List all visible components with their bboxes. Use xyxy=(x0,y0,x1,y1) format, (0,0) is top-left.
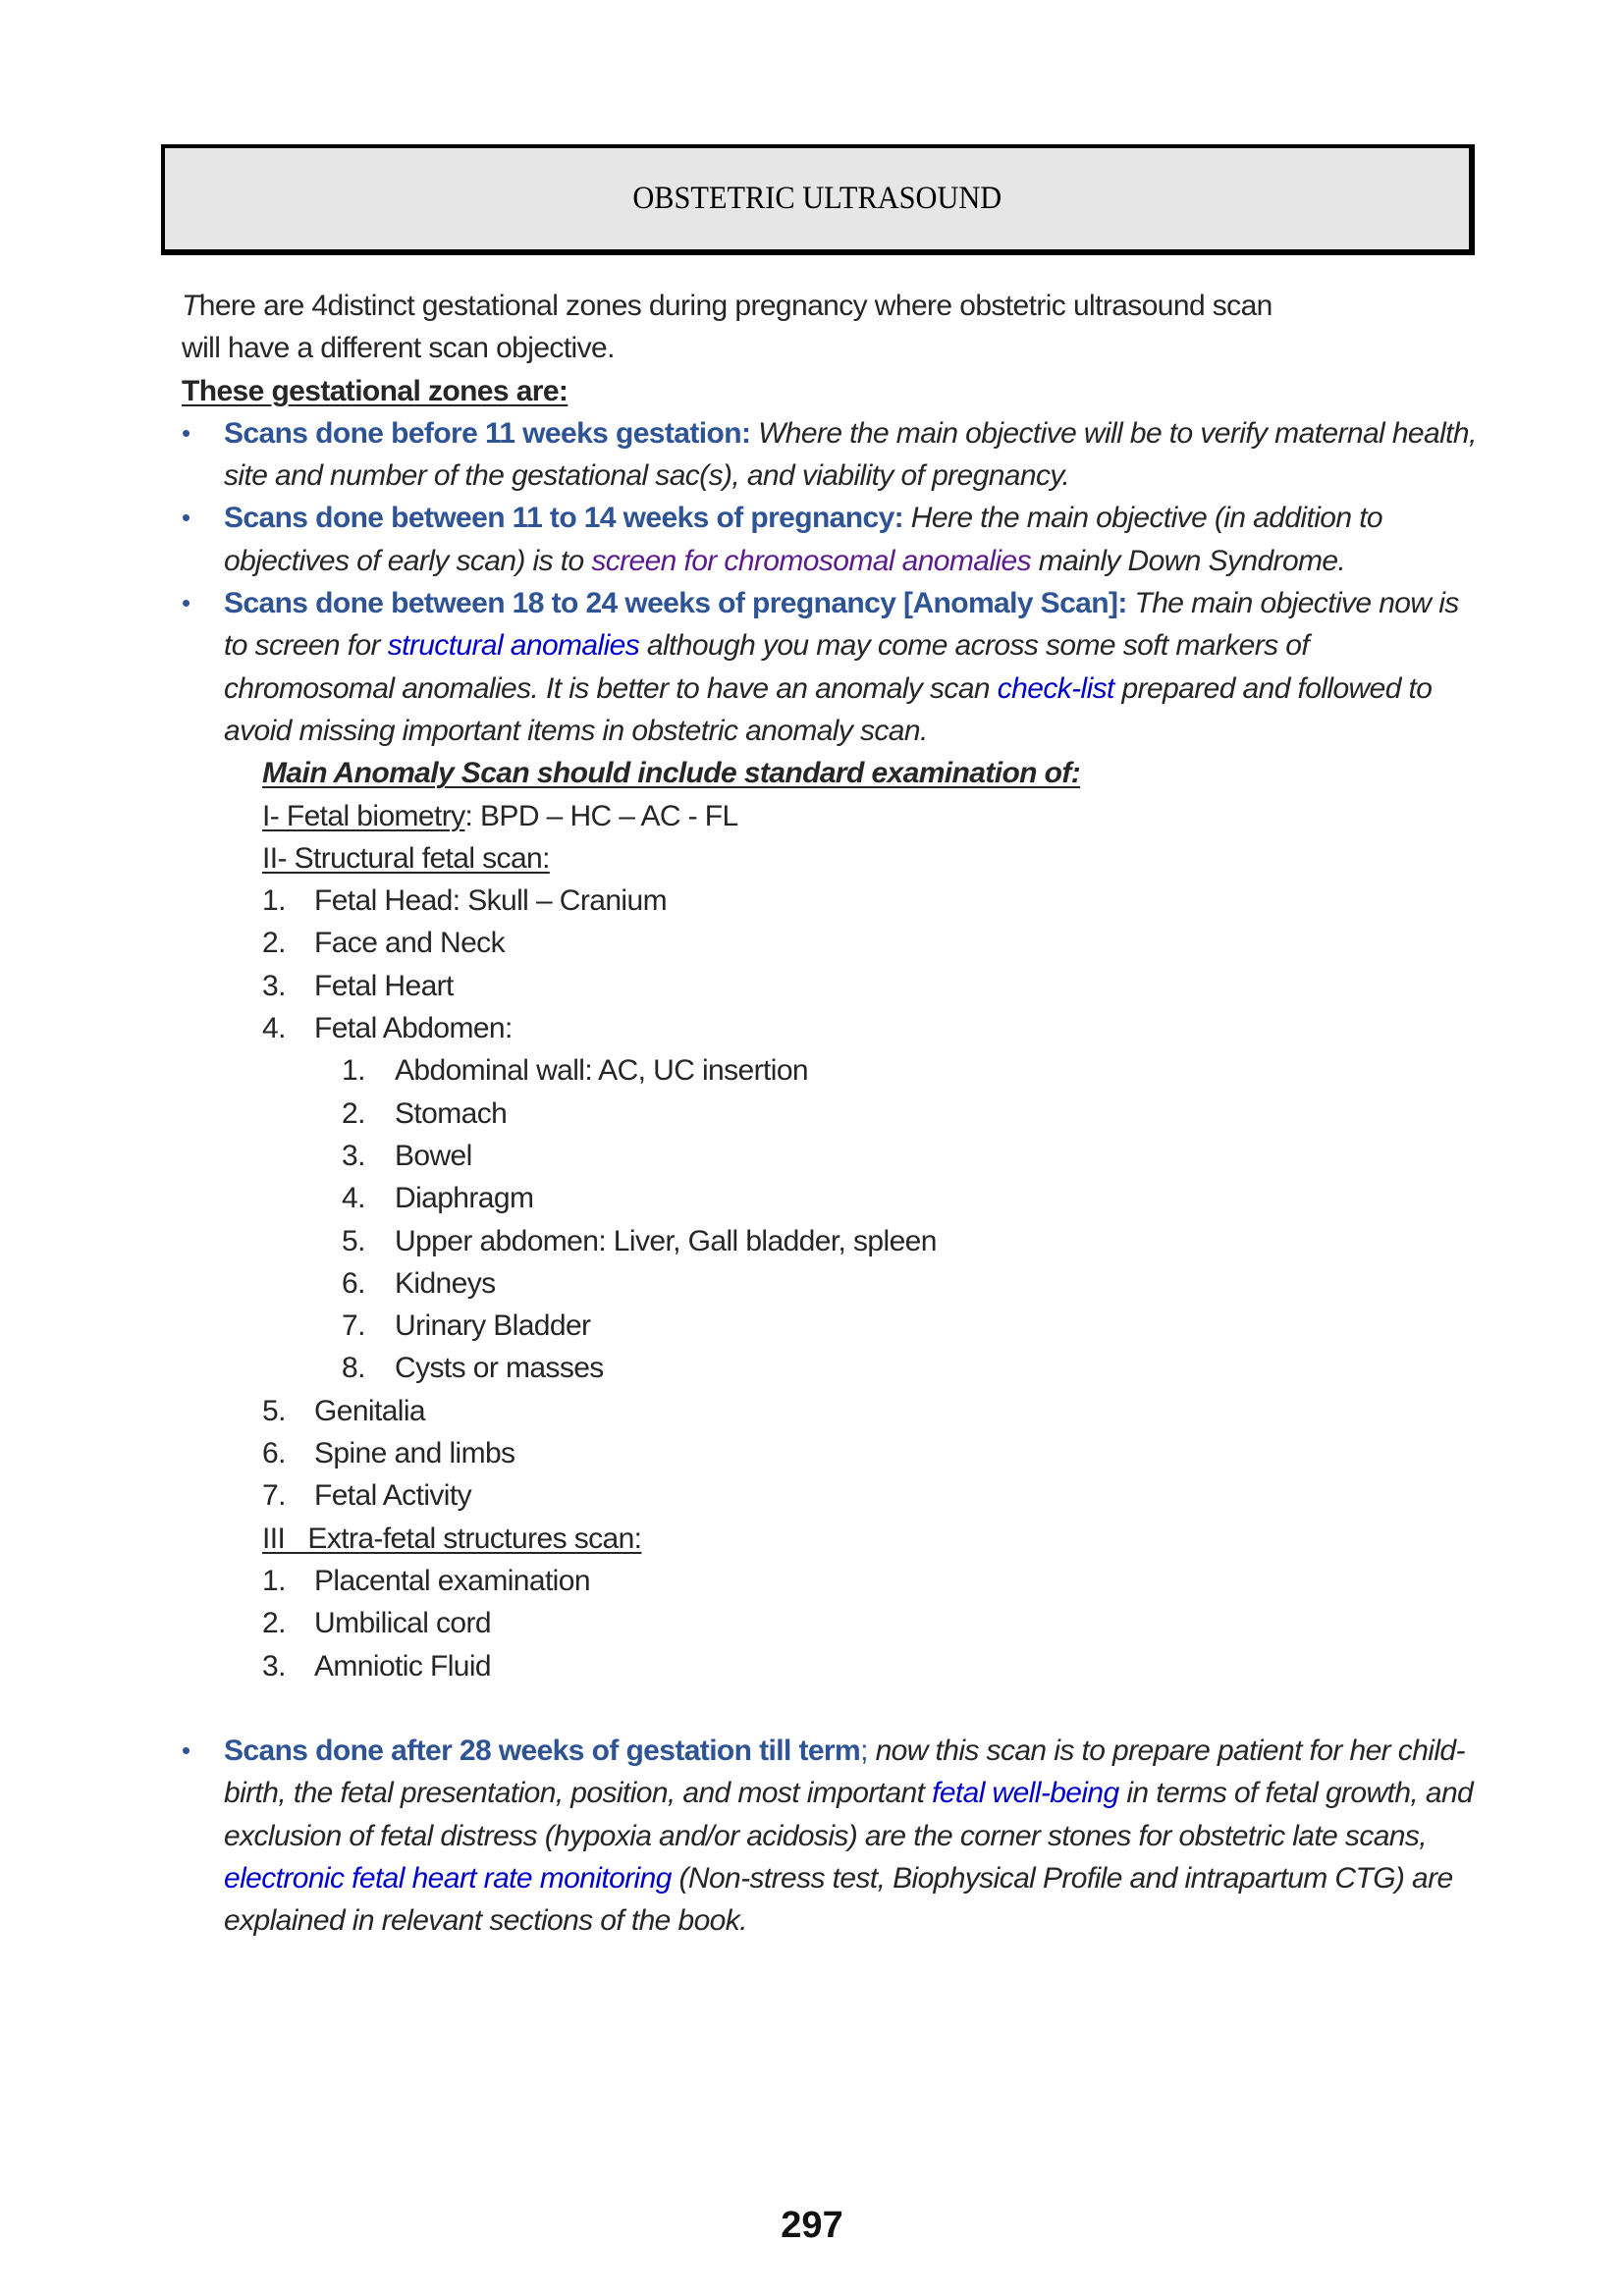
list-item: 1. Placental examination xyxy=(262,1564,590,1597)
chromosomal-anomalies-link[interactable]: screen for chromosomal anomalies xyxy=(591,544,1031,577)
list-item: 3. Amniotic Fluid xyxy=(262,1649,491,1682)
zone-body-end: mainly Down Syndrome. xyxy=(1030,544,1346,577)
sub-list-item: 2. Stomach xyxy=(342,1096,508,1130)
zone-item-before-11-weeks xyxy=(182,412,1478,498)
sub-list-item: 7. Urinary Bladder xyxy=(342,1309,591,1343)
fetal-biometry-section xyxy=(182,795,1478,837)
fetal-biometry-value: : BPD – HC – AC - FL xyxy=(464,799,738,832)
zone-body-end: (Non-stress test, Biophysical Profile and intrapartum CTG) are explained in relevant sections of the book. xyxy=(224,1861,1453,1938)
zone-body-mid: in terms of fetal growth, and exclusion of fetal distress (hypoxia and/or acidosis) are the corner stones for obstetric late scans, xyxy=(224,1777,1474,1852)
sub-list-item: 1. Abdominal wall: AC, UC insertion xyxy=(342,1054,808,1088)
zone-body-end: prepared and followed to avoid missing important items in obstetric anomaly scan. xyxy=(224,671,1433,747)
zone-body: Here the main objective (in addition to objectives of early scan) is to xyxy=(224,502,1383,577)
bullet-icon: • xyxy=(182,417,190,448)
zone-item-after-28-weeks xyxy=(182,1730,1478,1942)
list-item: 6. Spine and limbs xyxy=(262,1437,515,1470)
intro-line-2: will have a different scan objective. xyxy=(182,332,615,365)
list-item: 7. Fetal Activity xyxy=(262,1479,471,1513)
check-list-link[interactable]: check-list xyxy=(997,671,1114,705)
zone-heading: Scans done after 28 weeks of gestation till term xyxy=(224,1735,861,1768)
zone-heading: Scans done between 18 to 24 weeks of pregnancy [Anomaly Scan]: xyxy=(224,587,1127,620)
zone-item-18-to-24-weeks xyxy=(182,582,1478,752)
chapter-title: OBSTETRIC ULTRASOUND xyxy=(632,181,1001,216)
zone-item-11-to-14-weeks xyxy=(182,497,1478,582)
sub-list-item: 6. Kidneys xyxy=(342,1266,496,1300)
fetal-well-being-link[interactable]: fetal well-being xyxy=(932,1777,1119,1810)
list-item: 1. Fetal Head: Skull – Cranium xyxy=(262,884,667,918)
sub-list-item: 5. Upper abdomen: Liver, Gall bladder, spleen xyxy=(342,1224,937,1257)
list-item: 2. Face and Neck xyxy=(262,927,505,960)
extra-fetal-section-label: III Extra-fetal structures scan: xyxy=(262,1522,642,1555)
sub-list-item: 4. Diaphragm xyxy=(342,1182,534,1215)
list-item: 2. Umbilical cord xyxy=(262,1607,491,1640)
structural-scan-section-label: II- Structural fetal scan: xyxy=(262,841,550,875)
zone-heading-separator: ; xyxy=(860,1735,868,1768)
efm-link[interactable]: electronic fetal heart rate monitoring xyxy=(224,1861,672,1895)
page-number: 297 xyxy=(781,2205,843,2246)
zone-body: now this scan is to prepare patient for her child-birth, the fetal presentation, position, and most important xyxy=(224,1735,1465,1810)
intro-first-letter: T xyxy=(182,290,199,322)
anomaly-scan-heading: Main Anomaly Scan should include standard examination of: xyxy=(262,757,1081,790)
structural-anomalies-link[interactable]: structural anomalies xyxy=(387,629,640,663)
page-content xyxy=(182,285,1478,1943)
bullet-icon: • xyxy=(182,1735,190,1766)
list-item: 4. Fetal Abdomen: xyxy=(262,1012,513,1045)
zone-body: Where the main objective will be to verify maternal health, site and number of the gestational sac(s), and viability of pregnancy. xyxy=(224,416,1477,493)
sub-list-item: 8. Cysts or masses xyxy=(342,1352,604,1385)
intro-paragraph xyxy=(182,285,1478,370)
zones-heading: These gestational zones are: xyxy=(182,374,568,407)
spacer xyxy=(182,1687,1478,1730)
list-item: 3. Fetal Heart xyxy=(262,969,454,1002)
zone-heading: Scans done before 11 weeks gestation: xyxy=(224,416,751,450)
bullet-icon: • xyxy=(182,588,190,618)
bullet-icon: • xyxy=(182,503,190,533)
zone-body: The main objective now is to screen for xyxy=(224,587,1459,663)
intro-line-1: here are 4distinct gestational zones during pregnancy where obstetric ultrasound scan xyxy=(198,290,1272,322)
fetal-biometry-label: I- Fetal biometry xyxy=(262,799,465,832)
list-item: 5. Genitalia xyxy=(262,1394,426,1427)
chapter-title-box xyxy=(161,144,1475,255)
zone-body-mid: although you may come across some soft markers of chromosomal anomalies. It is better to have an anomaly scan xyxy=(224,629,1310,705)
sub-list-item: 3. Bowel xyxy=(342,1139,472,1172)
zone-heading: Scans done between 11 to 14 weeks of pregnancy: xyxy=(224,502,904,535)
